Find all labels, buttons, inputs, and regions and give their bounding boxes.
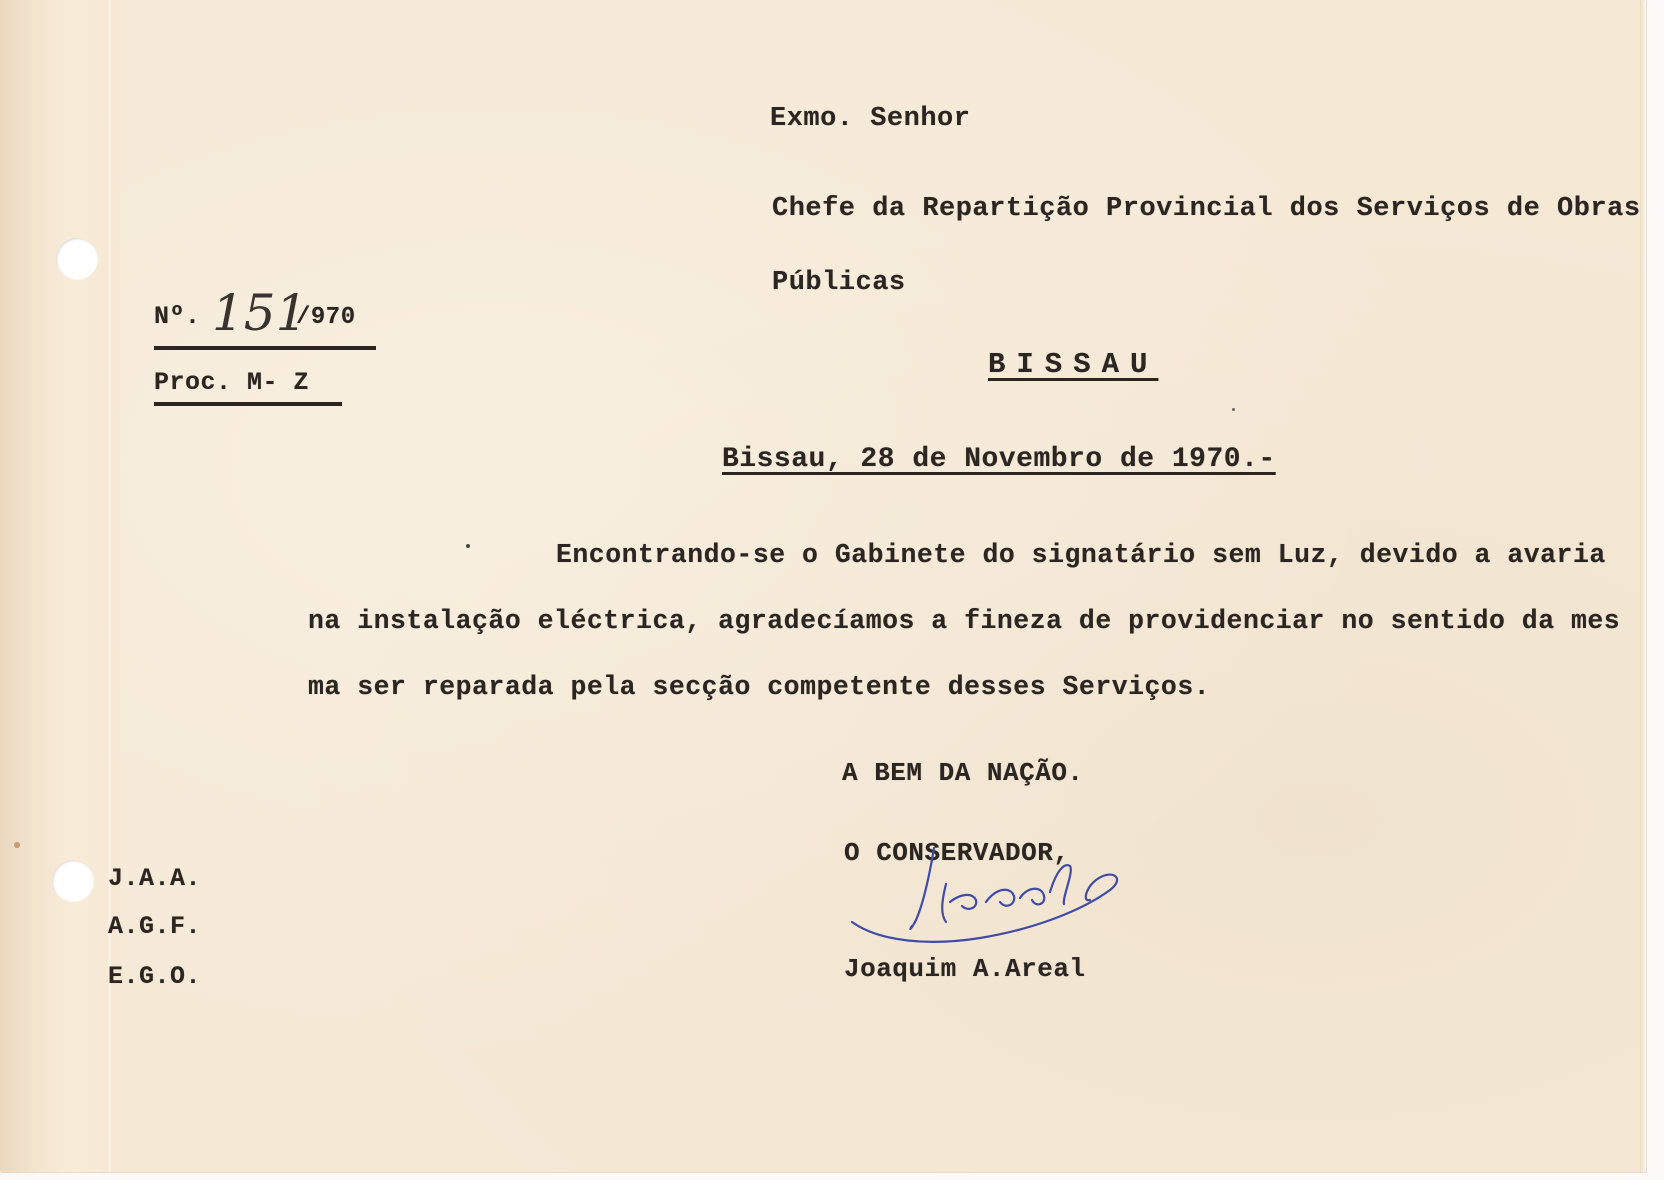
reference-number-year: /970 — [296, 304, 356, 331]
signer-title: O CONSERVADOR, — [844, 838, 1070, 868]
punch-hole-top — [56, 238, 98, 280]
body-paragraph-line: Encontrando-se o Gabinete do signatário sem Luz, devido a avaria — [556, 540, 1606, 570]
date-line: Bissau, 28 de Novembro de 1970.- — [722, 444, 1276, 475]
body-paragraph-line: na instalação eléctrica, agradecíamos a fineza de providenciar no sentido da mes — [308, 606, 1621, 636]
addressee-title-line2: Públicas — [772, 268, 906, 298]
paper-speck — [14, 842, 20, 848]
addressee-salutation: Exmo. Senhor — [770, 104, 971, 134]
addressee-city: BISSAU — [988, 348, 1159, 381]
typist-initials: A.G.F. — [108, 912, 202, 941]
page-edge — [1640, 0, 1646, 1172]
paper-speck — [1232, 408, 1235, 411]
signer-name: Joaquim A.Areal — [844, 954, 1086, 984]
typist-initials: J.A.A. — [108, 864, 202, 893]
handwritten-signature — [850, 842, 1126, 954]
fold-line — [108, 0, 111, 1172]
reference-number-handwritten: 151 — [212, 284, 308, 342]
reference-number-prefix: Nº. — [154, 302, 201, 331]
binding-strip — [0, 0, 120, 1172]
addressee-title-line1: Chefe da Repartição Provincial dos Serviços de Obras — [772, 194, 1641, 224]
body-paragraph-line: ma ser reparada pela secção competente desses Serviços. — [308, 672, 1211, 702]
process-reference — [154, 366, 342, 406]
punch-hole-bottom — [52, 860, 94, 902]
closing-salutation: A BEM DA NAÇÃO. — [842, 758, 1084, 788]
typist-initials: E.G.O. — [108, 962, 202, 991]
paper-speck — [466, 544, 470, 548]
process-reference-text: Proc. M- Z — [154, 368, 310, 397]
reference-number — [154, 284, 376, 350]
